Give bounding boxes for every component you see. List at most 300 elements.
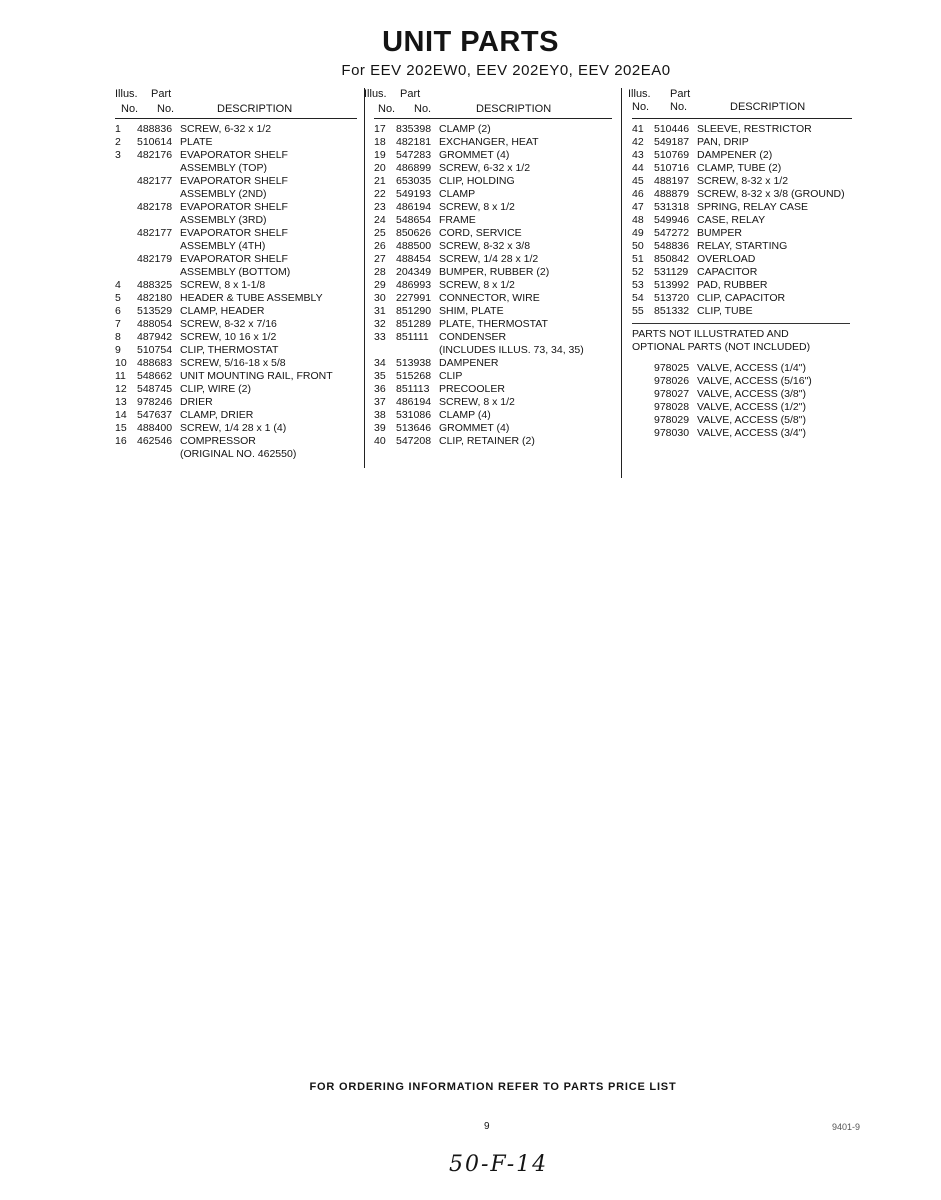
- parts-list: [115, 123, 357, 461]
- part-description: PAN, DRIP: [697, 136, 749, 148]
- illus-number: 2: [115, 136, 121, 148]
- part-number: 515268: [396, 370, 432, 382]
- part-row: [632, 227, 852, 240]
- part-number: 486899: [396, 162, 432, 174]
- part-number: 488054: [137, 318, 173, 330]
- part-number: 510754: [137, 344, 173, 356]
- illus-no-label: No.: [632, 101, 650, 113]
- description-label: DESCRIPTION: [730, 101, 806, 113]
- illus-number: 50: [632, 240, 644, 252]
- part-row: [115, 253, 357, 266]
- part-no-label: No.: [414, 103, 432, 115]
- part-number: 488836: [137, 123, 173, 135]
- part-number: 482177: [137, 227, 173, 239]
- illus-number: 32: [374, 318, 386, 330]
- part-row: [374, 188, 612, 201]
- part-row: [115, 227, 357, 240]
- part-number: 835398: [396, 123, 432, 135]
- note-line: OPTIONAL PARTS (NOT INCLUDED): [632, 341, 811, 353]
- part-description: CLAMP: [439, 188, 476, 200]
- part-row: [374, 227, 612, 240]
- part-number: 488879: [654, 188, 690, 200]
- part-description: HEADER & TUBE ASSEMBLY: [180, 292, 323, 304]
- illus-number: [374, 344, 396, 357]
- part-row: [115, 162, 357, 175]
- page-number: 9: [484, 1121, 490, 1132]
- part-description: SCREW, 8 x 1/2: [439, 396, 515, 408]
- part-description: BUMPER: [697, 227, 742, 239]
- part-description: GROMMET (4): [439, 422, 510, 434]
- part-row: [632, 279, 852, 292]
- part-row: [632, 201, 852, 214]
- illus-number: 18: [374, 136, 386, 148]
- part-description: CLIP, RETAINER (2): [439, 435, 535, 447]
- part-number: 978025: [654, 362, 690, 374]
- part-number: 204349: [396, 266, 432, 278]
- part-row: [115, 214, 357, 227]
- part-description: SCREW, 1/4 28 x 1/2: [439, 253, 539, 265]
- part-number: 978027: [654, 388, 690, 400]
- part-row: [632, 123, 852, 136]
- part-description: CLAMP, HEADER: [180, 305, 265, 317]
- illus-number: 55: [632, 305, 644, 317]
- illus-number: 40: [374, 435, 386, 447]
- part-row: [374, 136, 612, 149]
- part-number: 850842: [654, 253, 690, 265]
- part-description: CLAMP (4): [439, 409, 491, 421]
- part-row: [374, 266, 612, 279]
- column-header: [628, 86, 852, 119]
- part-number: 488325: [137, 279, 173, 291]
- part-row: [374, 435, 612, 448]
- part-row: [115, 175, 357, 188]
- optional-part-row: [632, 414, 852, 427]
- illus-number: 28: [374, 266, 386, 278]
- part-row: [632, 149, 852, 162]
- part-row: [632, 253, 852, 266]
- part-row: [632, 188, 852, 201]
- part-number: 488197: [654, 175, 690, 187]
- column-header: [115, 86, 357, 119]
- part-number: [137, 214, 180, 227]
- part-number: 547637: [137, 409, 173, 421]
- illus-number: 3: [115, 149, 121, 161]
- illus-number: 12: [115, 383, 127, 395]
- part-description: VALVE, ACCESS (5/16"): [697, 375, 812, 387]
- illus-number: 15: [115, 422, 127, 434]
- illus-number: 9: [115, 344, 121, 356]
- part-row: [115, 448, 357, 461]
- part-number: 653035: [396, 175, 432, 187]
- part-description: CLIP, CAPACITOR: [697, 292, 786, 304]
- part-row: [374, 305, 612, 318]
- part-row: [374, 279, 612, 292]
- part-description: ASSEMBLY (3RD): [180, 214, 267, 226]
- part-description: RELAY, STARTING: [697, 240, 788, 252]
- part-description: CAPACITOR: [697, 266, 758, 278]
- part-number: [137, 240, 180, 253]
- illus-number: 51: [632, 253, 644, 265]
- part-description: EVAPORATOR SHELF: [180, 149, 288, 161]
- part-description: VALVE, ACCESS (3/8"): [697, 388, 806, 400]
- illus-no-label: No.: [121, 103, 139, 115]
- part-description: CLIP, TUBE: [697, 305, 753, 317]
- illus-number: 4: [115, 279, 121, 291]
- part-number: 548836: [654, 240, 690, 252]
- part-row: [374, 318, 612, 331]
- spacer: [632, 414, 654, 427]
- description-label: DESCRIPTION: [476, 103, 552, 115]
- spacer: [632, 401, 654, 414]
- part-number: 510614: [137, 136, 173, 148]
- part-description: PAD, RUBBER: [697, 279, 768, 291]
- part-number: 486194: [396, 396, 432, 408]
- part-number: 488500: [396, 240, 432, 252]
- part-description: VALVE, ACCESS (5/8"): [697, 414, 806, 426]
- illus-number: 13: [115, 396, 127, 408]
- part-number: 978030: [654, 427, 690, 439]
- part-number: 547272: [654, 227, 690, 239]
- part-row: [374, 370, 612, 383]
- part-row: [115, 188, 357, 201]
- illus-number: 20: [374, 162, 386, 174]
- part-number: 850626: [396, 227, 432, 239]
- column-divider: [621, 88, 622, 478]
- part-row: [115, 240, 357, 253]
- part-number: 513646: [396, 422, 432, 434]
- part-description: UNIT MOUNTING RAIL, FRONT: [180, 370, 333, 382]
- part-row: [115, 435, 357, 448]
- parts-list: [632, 123, 852, 318]
- part-number: 531318: [654, 201, 690, 213]
- column-divider: [364, 88, 365, 468]
- part-description: SLEEVE, RESTRICTOR: [697, 123, 812, 135]
- part-number: 510446: [654, 123, 690, 135]
- part-row: [632, 214, 852, 227]
- part-description: CLAMP, TUBE (2): [697, 162, 782, 174]
- part-description: SCREW, 8 x 1/2: [439, 201, 515, 213]
- illus-number: 26: [374, 240, 386, 252]
- part-description: SCREW, 8-32 x 1/2: [697, 175, 789, 187]
- part-row: [115, 201, 357, 214]
- part-description: VALVE, ACCESS (3/4"): [697, 427, 806, 439]
- illus-number: 44: [632, 162, 644, 174]
- part-number: 978026: [654, 375, 690, 387]
- part-label: Part: [670, 88, 691, 100]
- part-description: FRAME: [439, 214, 476, 226]
- illus-number: 31: [374, 305, 386, 317]
- illus-number: 14: [115, 409, 127, 421]
- part-description: SCREW, 6-32 x 1/2: [180, 123, 272, 135]
- optional-part-row: [632, 401, 852, 414]
- part-number: 482179: [137, 253, 173, 265]
- part-number: 513938: [396, 357, 432, 369]
- optional-part-row: [632, 388, 852, 401]
- part-row: [374, 123, 612, 136]
- part-number: 487942: [137, 331, 173, 343]
- part-number: 851289: [396, 318, 432, 330]
- part-description: VALVE, ACCESS (1/2"): [697, 401, 806, 413]
- part-row: [374, 331, 612, 344]
- part-label: Part: [151, 88, 172, 100]
- part-row: [374, 357, 612, 370]
- part-number: 510769: [654, 149, 690, 161]
- part-row: [115, 357, 357, 370]
- part-no-label: No.: [157, 103, 175, 115]
- spacer: [632, 375, 654, 388]
- part-description: PLATE, THERMOSTAT: [439, 318, 548, 330]
- illus-number: 30: [374, 292, 386, 304]
- illus-number: [115, 240, 137, 253]
- part-number: 851332: [654, 305, 690, 317]
- part-row: [115, 123, 357, 136]
- page-title: UNIT PARTS: [382, 26, 559, 58]
- optional-parts-list: [632, 362, 852, 440]
- part-description: EVAPORATOR SHELF: [180, 253, 288, 265]
- part-number: 488454: [396, 253, 432, 265]
- part-number: 486993: [396, 279, 432, 291]
- part-row: [115, 279, 357, 292]
- part-row: [115, 318, 357, 331]
- part-description: ASSEMBLY (2ND): [180, 188, 267, 200]
- part-row: [374, 214, 612, 227]
- illus-number: 42: [632, 136, 644, 148]
- illus-number: [115, 214, 137, 227]
- illus-number: 43: [632, 149, 644, 161]
- illus-number: 34: [374, 357, 386, 369]
- parts-column-3: [628, 86, 852, 440]
- part-description: ASSEMBLY (BOTTOM): [180, 266, 291, 278]
- part-description: CONDENSER: [439, 331, 507, 343]
- part-row: [632, 266, 852, 279]
- spacer: [632, 427, 654, 440]
- part-number: 549946: [654, 214, 690, 226]
- part-number: 482180: [137, 292, 173, 304]
- part-number: 488683: [137, 357, 173, 369]
- part-row: [374, 396, 612, 409]
- illus-number: 11: [115, 370, 126, 382]
- illus-number: 33: [374, 331, 386, 343]
- part-row: [374, 344, 612, 357]
- part-number: 978029: [654, 414, 690, 426]
- illus-number: 47: [632, 201, 644, 213]
- illus-number: 35: [374, 370, 386, 382]
- part-number: 227991: [396, 292, 432, 304]
- part-description: SPRING, RELAY CASE: [697, 201, 809, 213]
- illus-number: 29: [374, 279, 386, 291]
- part-row: [374, 422, 612, 435]
- illus-number: 7: [115, 318, 121, 330]
- part-number: 482176: [137, 149, 173, 161]
- illus-number: 27: [374, 253, 386, 265]
- optional-part-row: [632, 362, 852, 375]
- part-number: 513529: [137, 305, 173, 317]
- illus-number: 52: [632, 266, 644, 278]
- part-description: CASE, RELAY: [697, 214, 766, 226]
- part-number: [137, 266, 180, 279]
- illus-number: 38: [374, 409, 386, 421]
- part-description: SCREW, 5/16-18 x 5/8: [180, 357, 286, 369]
- part-description: SCREW, 6-32 x 1/2: [439, 162, 531, 174]
- model-subtitle: For EEV 202EW0, EEV 202EY0, EEV 202EA0: [341, 62, 671, 79]
- illus-number: 46: [632, 188, 644, 200]
- part-row: [632, 240, 852, 253]
- illus-number: 8: [115, 331, 121, 343]
- part-description: (ORIGINAL NO. 462550): [180, 448, 297, 460]
- part-row: [115, 331, 357, 344]
- illus-number: 5: [115, 292, 121, 304]
- illus-number: 24: [374, 214, 386, 226]
- part-row: [374, 383, 612, 396]
- part-description: SCREW, 1/4 28 x 1 (4): [180, 422, 287, 434]
- part-description: DAMPENER: [439, 357, 499, 369]
- part-row: [374, 292, 612, 305]
- part-row: [374, 149, 612, 162]
- part-description: PLATE: [180, 136, 213, 148]
- illus-number: 48: [632, 214, 644, 226]
- illus-number: 54: [632, 292, 644, 304]
- part-description: PRECOOLER: [439, 383, 505, 395]
- part-description: EXCHANGER, HEAT: [439, 136, 539, 148]
- part-description: ASSEMBLY (TOP): [180, 162, 267, 174]
- part-row: [374, 201, 612, 214]
- part-number: [137, 188, 180, 201]
- part-number: 482177: [137, 175, 173, 187]
- part-description: CLIP, HOLDING: [439, 175, 515, 187]
- part-description: CLIP, THERMOSTAT: [180, 344, 279, 356]
- illus-number: [115, 188, 137, 201]
- spacer: [632, 362, 654, 375]
- illus-number: 10: [115, 357, 127, 369]
- part-description: CLIP: [439, 370, 463, 382]
- illus-number: [115, 227, 137, 240]
- part-row: [115, 370, 357, 383]
- illus-number: 49: [632, 227, 644, 239]
- part-description: ASSEMBLY (4TH): [180, 240, 266, 252]
- part-description: EVAPORATOR SHELF: [180, 201, 288, 213]
- part-description: DRIER: [180, 396, 213, 408]
- part-description: SHIM, PLATE: [439, 305, 504, 317]
- part-number: 978246: [137, 396, 173, 408]
- illus-label: Illus.: [115, 88, 138, 100]
- part-description: CLIP, WIRE (2): [180, 383, 251, 395]
- part-description: OVERLOAD: [697, 253, 756, 265]
- illus-number: 45: [632, 175, 644, 187]
- illus-number: [115, 266, 137, 279]
- illus-number: 25: [374, 227, 386, 239]
- part-row: [374, 175, 612, 188]
- part-no-label: No.: [670, 101, 688, 113]
- note-line: PARTS NOT ILLUSTRATED AND: [632, 328, 789, 340]
- part-description: SCREW, 8 x 1/2: [439, 279, 515, 291]
- part-number: 549187: [654, 136, 690, 148]
- illus-number: [115, 201, 137, 214]
- part-row: [115, 149, 357, 162]
- part-row: [115, 422, 357, 435]
- part-description: SCREW, 10 16 x 1/2: [180, 331, 277, 343]
- part-number: 513992: [654, 279, 690, 291]
- part-description: GROMMET (4): [439, 149, 510, 161]
- illus-number: 39: [374, 422, 386, 434]
- part-row: [115, 305, 357, 318]
- part-description: SCREW, 8 x 1-1/8: [180, 279, 266, 291]
- part-row: [374, 162, 612, 175]
- part-number: 978028: [654, 401, 690, 413]
- part-number: 548745: [137, 383, 173, 395]
- illus-number: [115, 253, 137, 266]
- part-row: [115, 136, 357, 149]
- part-number: 482181: [396, 136, 432, 148]
- part-row: [115, 409, 357, 422]
- part-number: 482178: [137, 201, 173, 213]
- illus-label: Illus.: [364, 88, 387, 100]
- illus-number: 37: [374, 396, 386, 408]
- illus-number: 6: [115, 305, 121, 317]
- illus-number: [115, 175, 137, 188]
- optional-part-row: [632, 375, 852, 388]
- part-number: 531129: [654, 266, 689, 278]
- part-description: DAMPENER (2): [697, 149, 773, 161]
- part-description: CLAMP (2): [439, 123, 491, 135]
- part-row: [115, 292, 357, 305]
- part-description: (INCLUDES ILLUS. 73, 34, 35): [439, 344, 584, 356]
- illus-number: 19: [374, 149, 386, 161]
- part-row: [632, 305, 852, 318]
- part-row: [115, 344, 357, 357]
- part-description: SCREW, 8-32 x 7/16: [180, 318, 277, 330]
- description-label: DESCRIPTION: [217, 103, 293, 115]
- part-description: BUMPER, RUBBER (2): [439, 266, 550, 278]
- illus-number: 23: [374, 201, 386, 213]
- part-number: 851113: [396, 383, 430, 395]
- illus-number: [115, 448, 137, 461]
- illus-label: Illus.: [628, 88, 651, 100]
- parts-column-1: [115, 86, 357, 461]
- part-number: 510716: [654, 162, 690, 174]
- part-number: 486194: [396, 201, 432, 213]
- illus-number: 53: [632, 279, 644, 291]
- part-number: 513720: [654, 292, 690, 304]
- illus-number: 17: [374, 123, 386, 135]
- part-number: 548662: [137, 370, 173, 382]
- part-number: [396, 344, 439, 357]
- parts-list: [374, 123, 612, 448]
- handwritten-note: 50-F-14: [449, 1152, 549, 1177]
- part-description: EVAPORATOR SHELF: [180, 175, 288, 187]
- part-row: [115, 396, 357, 409]
- part-row: [115, 266, 357, 279]
- part-description: EVAPORATOR SHELF: [180, 227, 288, 239]
- part-number: 851111: [396, 331, 429, 343]
- part-row: [632, 162, 852, 175]
- ordering-footer: FOR ORDERING INFORMATION REFER TO PARTS PRICE LIST: [309, 1081, 677, 1093]
- illus-number: 1: [115, 123, 121, 135]
- part-number: 547208: [396, 435, 432, 447]
- illus-number: 41: [632, 123, 644, 135]
- part-description: CONNECTOR, WIRE: [439, 292, 540, 304]
- part-number: 531086: [396, 409, 432, 421]
- part-description: SCREW, 8-32 x 3/8: [439, 240, 531, 252]
- part-description: CLAMP, DRIER: [180, 409, 254, 421]
- illus-number: 21: [374, 175, 386, 187]
- part-number: 547283: [396, 149, 432, 161]
- part-row: [115, 383, 357, 396]
- part-number: 549193: [396, 188, 432, 200]
- part-number: [137, 448, 180, 461]
- illus-number: [115, 162, 137, 175]
- part-description: CORD, SERVICE: [439, 227, 522, 239]
- column-header: [364, 86, 612, 119]
